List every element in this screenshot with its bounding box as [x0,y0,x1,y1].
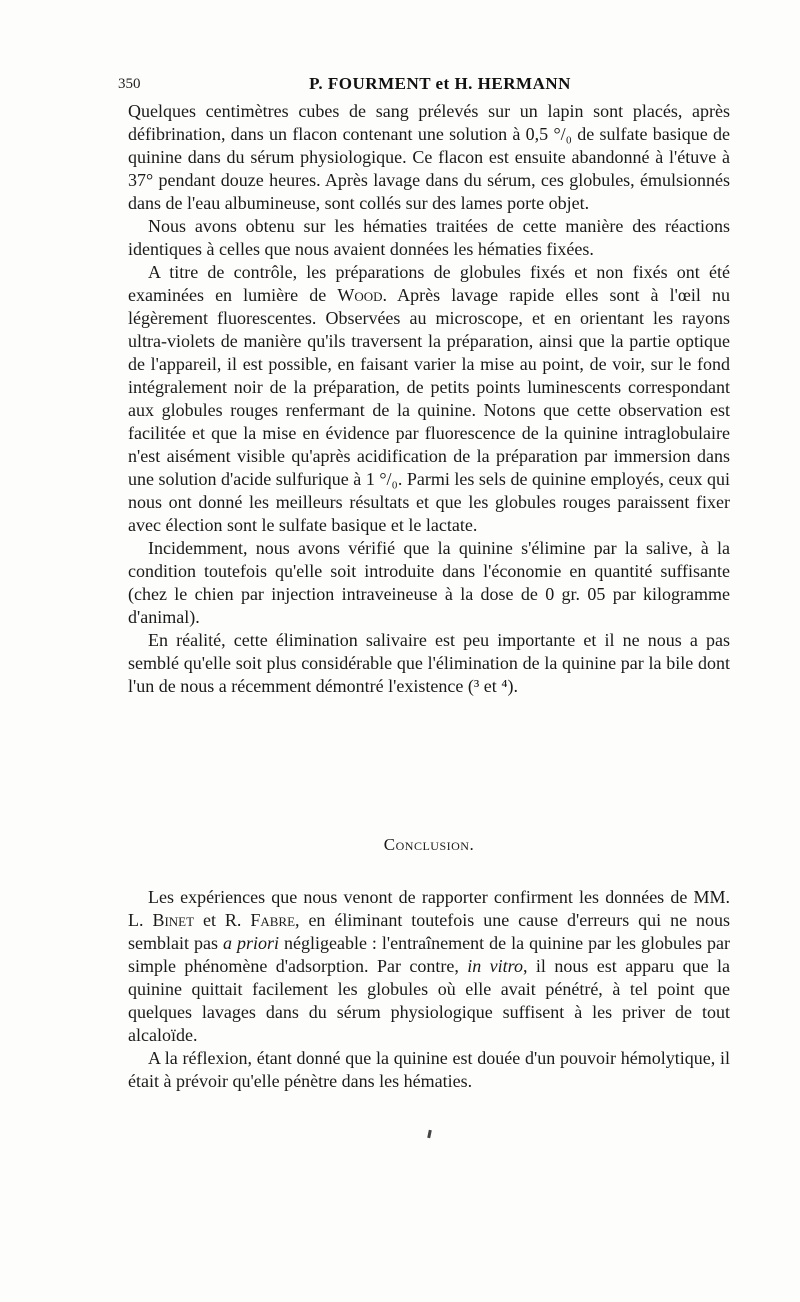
text-run: négligeable : l'entraînement de la quinine par les globules par simple phénomène d'adsorption. Par contre, [128,933,731,976]
paragraph: Nous avons obtenu sur les hématies traitées de cette manière des réactions identiques à celles que nous avaient données les hématies fixées. [128,216,730,259]
paragraph [128,886,730,1047]
paragraph: Incidemment, nous avons vérifié que la quinine s'élimine par la salive, à la condition toutefois qu'elle soit introduite dans l'économie en quantité suffisante (chez le chien par injection intraveineuse à la dose de 0 gr. 05 par kilogramme d'animal). [128,538,730,627]
body-text [128,100,730,698]
page-header [118,72,732,100]
italic-term: in vitro [467,956,524,976]
author-name: Binet [152,910,195,930]
text-run: . Après lavage rapide elles sont à l'œil nu légèrement fluorescentes. Observées au microscope, et en orientant les rayons ultra-violets de manière qu'ils traversent la préparation, ainsi que la partie optique de l'appareil, il est possible, en faisant varier la mise au point, de voir, sur le fond intégralement noir de la préparation, de petits points luminescents correspondant aux globules rouges renfermant de la quinine. Notons que cette observation est facilitée et que la mise en évidence par fluorescence de la quinine intraglobulaire n'est aisément visible qu'après acidification de la préparation par immersion dans une solution d'acide sulfurique à 1 °/₀. Parmi les sels de quinine employés, ceux qui nous ont donné les meilleurs résultats et que les globules rouges paraissent fixer avec élection sont le sulfate basique et le lactate. [128,285,730,535]
paragraph: A la réflexion, étant donné que la quinine est douée d'un pouvoir hémolytique, il était à prévoir qu'elle pénètre dans les hématies. [128,1048,730,1091]
italic-term: a priori [222,933,279,953]
paragraph [128,261,730,537]
text-run: A titre de contrôle, les préparations de globules fixés et non fixés ont été examinées en lumière de [128,262,730,305]
print-mark [427,1130,432,1138]
conclusion-text [128,886,730,1093]
author-name: Fabre [250,910,296,930]
section-heading: Conclusion. [383,835,475,854]
text-run: , en éliminant toutefois une cause d'erreurs qui ne nous semblait pas [128,910,730,953]
running-title: P. FOURMENT et H. HERMANN [309,74,571,93]
paragraph: Quelques centimètres cubes de sang prélevés sur un lapin sont placés, après défibrination, dans un flacon contenant une solution à 0,5 °/₀ de sulfate basique de quinine dans du sérum physiologique. Ce flacon est ensuite abandonné à l'étuve à 37° pendant douze heures. Après lavage dans du sérum, ces globules, émulsionnés dans de l'eau albumineuse, sont collés sur des lames porte objet. [128,101,730,213]
paragraph: En réalité, cette élimination salivaire est peu importante et il ne nous a pas semblé qu'elle soit plus considérable que l'élimination de la quinine par la bile dont l'un de nous a récemment démontré l'existence (³ et ⁴). [128,630,730,696]
author-name: Wood [337,285,383,305]
text-run: Les expériences que nous venont de rapporter confirment les données de MM. L. [128,887,730,930]
page-number: 350 [118,76,141,92]
text-run: , il nous est apparu que la quinine quittait facilement les globules où elle avait pénétré, à tel point que quelques lavages dans du sérum physiologique suffisent à les priver de tout alcaloïde. [128,956,730,1045]
text-run: et R. [194,910,251,930]
